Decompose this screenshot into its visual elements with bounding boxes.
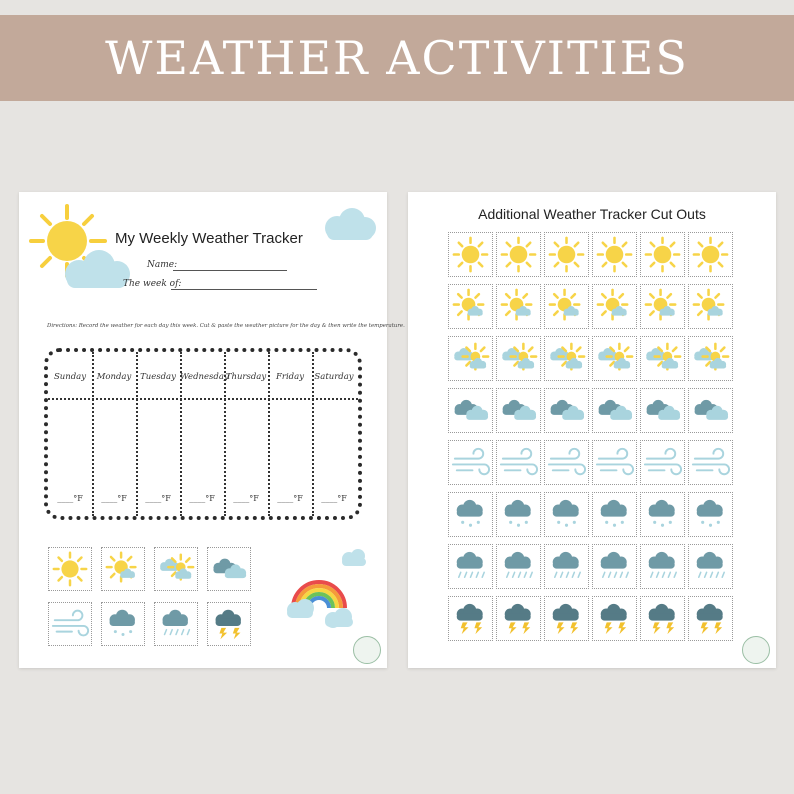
page-title: Additional Weather Tracker Cut Outs — [478, 206, 706, 222]
brand-logo — [353, 636, 381, 664]
cutout-cell[interactable] — [688, 596, 733, 641]
cutout-cell[interactable] — [544, 232, 589, 277]
storm-icon — [689, 597, 732, 640]
sun-icon — [689, 233, 732, 276]
temperature-field[interactable]: ____°F — [145, 494, 171, 503]
day-header: Thursday — [225, 372, 267, 382]
day-header: Sunday — [53, 372, 87, 382]
cutout-cell[interactable] — [496, 336, 541, 381]
cutout-cell[interactable] — [592, 544, 637, 589]
cutout-cell[interactable] — [448, 492, 493, 537]
partly-sunny-icon — [689, 285, 732, 328]
cloud-icon — [449, 389, 492, 432]
cutout-cell[interactable] — [592, 596, 637, 641]
day-header: Monday — [96, 372, 132, 382]
wind-icon — [49, 603, 91, 645]
header-banner — [0, 15, 794, 101]
weekly-tracker-page — [19, 192, 405, 668]
snow-icon — [689, 493, 732, 536]
sun-cloud-icon — [155, 548, 197, 590]
cutout-cell[interactable] — [688, 440, 733, 485]
banner-title: WEATHER ACTIVITIES — [105, 31, 689, 85]
sun-cloud-icon — [545, 337, 588, 380]
cutout-card[interactable] — [207, 547, 251, 591]
storm-icon — [497, 597, 540, 640]
cutout-cell[interactable] — [496, 440, 541, 485]
partly-sunny-icon — [593, 285, 636, 328]
cutout-cell[interactable] — [496, 388, 541, 433]
cutout-cell[interactable] — [496, 596, 541, 641]
sun-cloud-icon — [593, 337, 636, 380]
rain-icon — [449, 545, 492, 588]
sun-cloud-icon — [497, 337, 540, 380]
rain-icon — [593, 545, 636, 588]
partly-sunny-icon — [641, 285, 684, 328]
snow-icon — [449, 493, 492, 536]
cutout-cell[interactable] — [544, 492, 589, 537]
cutout-card[interactable] — [207, 602, 251, 646]
temperature-field[interactable]: ____°F — [57, 494, 83, 503]
cloud-icon — [641, 389, 684, 432]
cutout-cell[interactable] — [640, 232, 685, 277]
cutout-cell[interactable] — [592, 284, 637, 329]
weekly-tracker-table — [44, 348, 362, 520]
day-header: Tuesday — [140, 372, 176, 382]
storm-icon — [449, 597, 492, 640]
cutout-cell[interactable] — [544, 336, 589, 381]
cutout-cell[interactable] — [544, 284, 589, 329]
name-label: Name: — [147, 260, 178, 270]
temperature-field[interactable]: ____°F — [233, 494, 259, 503]
cutout-cell[interactable] — [496, 232, 541, 277]
cutout-card[interactable] — [154, 602, 198, 646]
sun-cloud-icon — [449, 337, 492, 380]
storm-icon — [545, 597, 588, 640]
temperature-field[interactable]: ____°F — [321, 494, 347, 503]
cutout-cell[interactable] — [496, 492, 541, 537]
sun-icon — [497, 233, 540, 276]
cutout-card[interactable] — [48, 602, 92, 646]
wind-icon — [641, 441, 684, 484]
name-line[interactable] — [173, 270, 287, 271]
cutout-cell[interactable] — [640, 596, 685, 641]
rain-icon — [155, 603, 197, 645]
cutout-cell[interactable] — [688, 232, 733, 277]
wind-icon — [545, 441, 588, 484]
snow-icon — [497, 493, 540, 536]
sun-cloud-icon — [641, 337, 684, 380]
cloud-icon — [319, 206, 379, 246]
cutout-cell[interactable] — [640, 336, 685, 381]
partly-sunny-icon — [497, 285, 540, 328]
cutouts-page — [408, 192, 776, 668]
snow-icon — [545, 493, 588, 536]
cutout-cell[interactable] — [640, 492, 685, 537]
cutout-card[interactable] — [101, 547, 145, 591]
cutout-cell[interactable] — [592, 336, 637, 381]
cutout-cell[interactable] — [592, 492, 637, 537]
cutout-cell[interactable] — [448, 232, 493, 277]
temperature-field[interactable]: ____°F — [277, 494, 303, 503]
brand-logo — [742, 636, 770, 664]
cloud-icon — [545, 389, 588, 432]
cutout-cell[interactable] — [448, 284, 493, 329]
cutout-cell[interactable] — [688, 284, 733, 329]
cloud-icon — [593, 389, 636, 432]
cutout-cell[interactable] — [592, 232, 637, 277]
cutout-cell[interactable] — [496, 284, 541, 329]
cutout-cell[interactable] — [544, 544, 589, 589]
cutout-cell[interactable] — [688, 388, 733, 433]
storm-icon — [641, 597, 684, 640]
rain-icon — [545, 545, 588, 588]
cutout-cell[interactable] — [448, 544, 493, 589]
cutout-cell[interactable] — [448, 596, 493, 641]
snow-icon — [641, 493, 684, 536]
partly-sunny-icon — [102, 548, 144, 590]
wind-icon — [497, 441, 540, 484]
sun-icon — [49, 548, 91, 590]
day-header: Wednesday — [180, 372, 229, 382]
cutout-card[interactable] — [48, 547, 92, 591]
week-line[interactable] — [171, 289, 317, 290]
sun-icon — [449, 233, 492, 276]
wind-icon — [449, 441, 492, 484]
cutout-cell[interactable] — [640, 440, 685, 485]
storm-icon — [593, 597, 636, 640]
cutout-cell[interactable] — [688, 336, 733, 381]
cutout-cell[interactable] — [496, 544, 541, 589]
cutout-cell[interactable] — [592, 440, 637, 485]
cloud-icon — [208, 548, 250, 590]
cloud-icon — [497, 389, 540, 432]
snow-icon — [593, 493, 636, 536]
rainbow-icon — [285, 560, 357, 632]
cutout-cell[interactable] — [448, 336, 493, 381]
storm-icon — [208, 603, 250, 645]
cutout-cell[interactable] — [592, 388, 637, 433]
wind-icon — [593, 441, 636, 484]
cutout-cell[interactable] — [544, 596, 589, 641]
snow-icon — [102, 603, 144, 645]
sun-icon — [593, 233, 636, 276]
temperature-field[interactable]: ____°F — [189, 494, 215, 503]
cutout-cell[interactable] — [448, 440, 493, 485]
partly-sunny-icon — [545, 285, 588, 328]
cutout-cell[interactable] — [640, 284, 685, 329]
rain-icon — [641, 545, 684, 588]
cutout-cell[interactable] — [544, 388, 589, 433]
cutout-card[interactable] — [101, 602, 145, 646]
wind-icon — [689, 441, 732, 484]
partly-sunny-icon — [449, 285, 492, 328]
day-header: Saturday — [314, 372, 354, 382]
directions-text: Directions: Record the weather for each day this week. Cut & paste the weather picture for the day & then write the temperature. — [47, 323, 405, 329]
page-title: My Weekly Weather Tracker — [115, 230, 303, 247]
sun-cloud-icon — [689, 337, 732, 380]
sun-icon — [641, 233, 684, 276]
cutout-cell[interactable] — [544, 440, 589, 485]
cutout-cell[interactable] — [688, 544, 733, 589]
temperature-field[interactable]: ____°F — [101, 494, 127, 503]
rain-icon — [497, 545, 540, 588]
rain-icon — [689, 545, 732, 588]
cutout-cell[interactable] — [640, 544, 685, 589]
cutout-cell[interactable] — [640, 388, 685, 433]
cloud-icon — [339, 548, 369, 568]
sun-icon — [545, 233, 588, 276]
day-header: Friday — [276, 372, 304, 382]
cloud-icon — [689, 389, 732, 432]
cutout-card[interactable] — [154, 547, 198, 591]
week-label: The week of: — [123, 279, 182, 289]
cutout-cell[interactable] — [688, 492, 733, 537]
cutout-cell[interactable] — [448, 388, 493, 433]
